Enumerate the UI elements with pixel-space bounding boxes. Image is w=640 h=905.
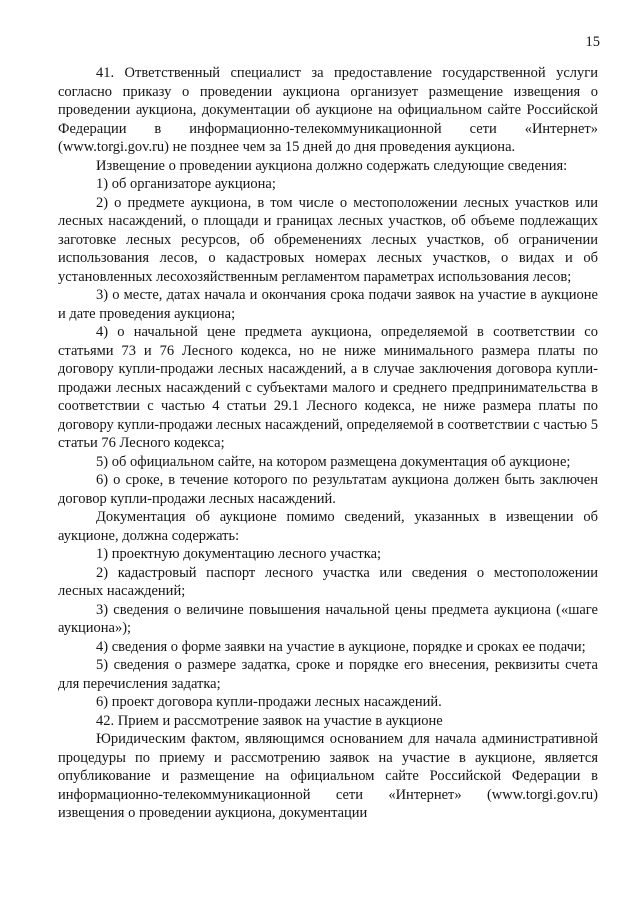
list-item-notice-4: 4) о начальной цене предмета аукциона, определяемой в соответствии со статьями 73 и 76 Лесного кодекса, но не ниже минимального размера платы по договору купли-продажи лесных насаждений, а в случае заключения договора купли-продажи лесных насаждений с субъектами малого и среднего предпринимательства в соответствии с частью 4 статьи 29.1 Лесного кодекса, не ниже размера платы по договору купли-продажи лесных насаждений, определяемой в соответствии с частью 5 статьи 76 Лесного кодекса; [58, 324, 598, 451]
list-item-notice-3: 3) о месте, датах начала и окончания срока подачи заявок на участие в аукционе и дате проведения аукциона; [58, 287, 598, 322]
list-item-notice-6: 6) о сроке, в течение которого по результатам аукциона должен быть заключен договор купли-продажи лесных насаждений. [58, 472, 598, 507]
paragraph-documentation-intro: Документация об аукционе помимо сведений, указанных в извещении об аукционе, должна содержать: [58, 509, 598, 544]
paragraph-41-publication: 41. Ответственный специалист за предоставление государственной услуги согласно приказу о проведении аукциона организует размещение извещения о проведении аукциона, документации об аукционе на официальном сайте Российской Федерации в информационно-телекоммуникационной сети «Интернет» (www.torgi.gov.ru) не позднее чем за 15 дней до дня проведения аукциона. [58, 65, 598, 155]
list-item-docs-4: 4) сведения о форме заявки на участие в аукционе, порядке и сроках ее подачи; [96, 638, 586, 655]
list-item-notice-2: 2) о предмете аукциона, в том числе о местоположении лесных участков или лесных насаждений, о площади и границах лесных участков, об объеме подлежащих заготовке лесных ресурсов, об обременениях лесных участков, об ограничении использования лесов, о кадастровых номерах лесных участков, о видах и об установленных лесохозяйственным регламентом параметрах использования лесов; [58, 194, 598, 285]
list-item-notice-5: 5) об официальном сайте, на котором размещена документация об аукционе; [96, 453, 571, 470]
page-number: 15 [585, 34, 600, 50]
paragraph-legal-fact: Юридическим фактом, являющимся основанием для начала административной процедуры по приему и рассмотрению заявок на участие в аукционе, является опубликование и размещение на официальном сайте Российской Федерации в информационно-телекоммуникационной сети «Интернет» (www.torgi.gov.ru) извещения о проведении аукциона, документации [58, 731, 598, 821]
document-body [58, 64, 598, 823]
list-item-docs-1: 1) проектную документацию лесного участка; [96, 546, 382, 562]
list-item-docs-5: 5) сведения о размере задатка, сроке и порядке его внесения, реквизиты счета для перечисления задатка; [58, 657, 598, 692]
list-item-notice-1: 1) об организаторе аукциона; [96, 176, 276, 192]
list-item-docs-3: 3) сведения о величине повышения начальной цены предмета аукциона («шаге аукциона»); [58, 601, 598, 636]
list-item-docs-6: 6) проект договора купли-продажи лесных насаждений. [96, 694, 442, 710]
paragraph-notice-intro: Извещение о проведении аукциона должно содержать следующие сведения: [96, 157, 568, 174]
list-item-docs-2: 2) кадастровый паспорт лесного участка или сведения о местоположении лесных насаждений; [58, 564, 598, 599]
section-heading-42: 42. Прием и рассмотрение заявок на участие в аукционе [96, 712, 443, 729]
